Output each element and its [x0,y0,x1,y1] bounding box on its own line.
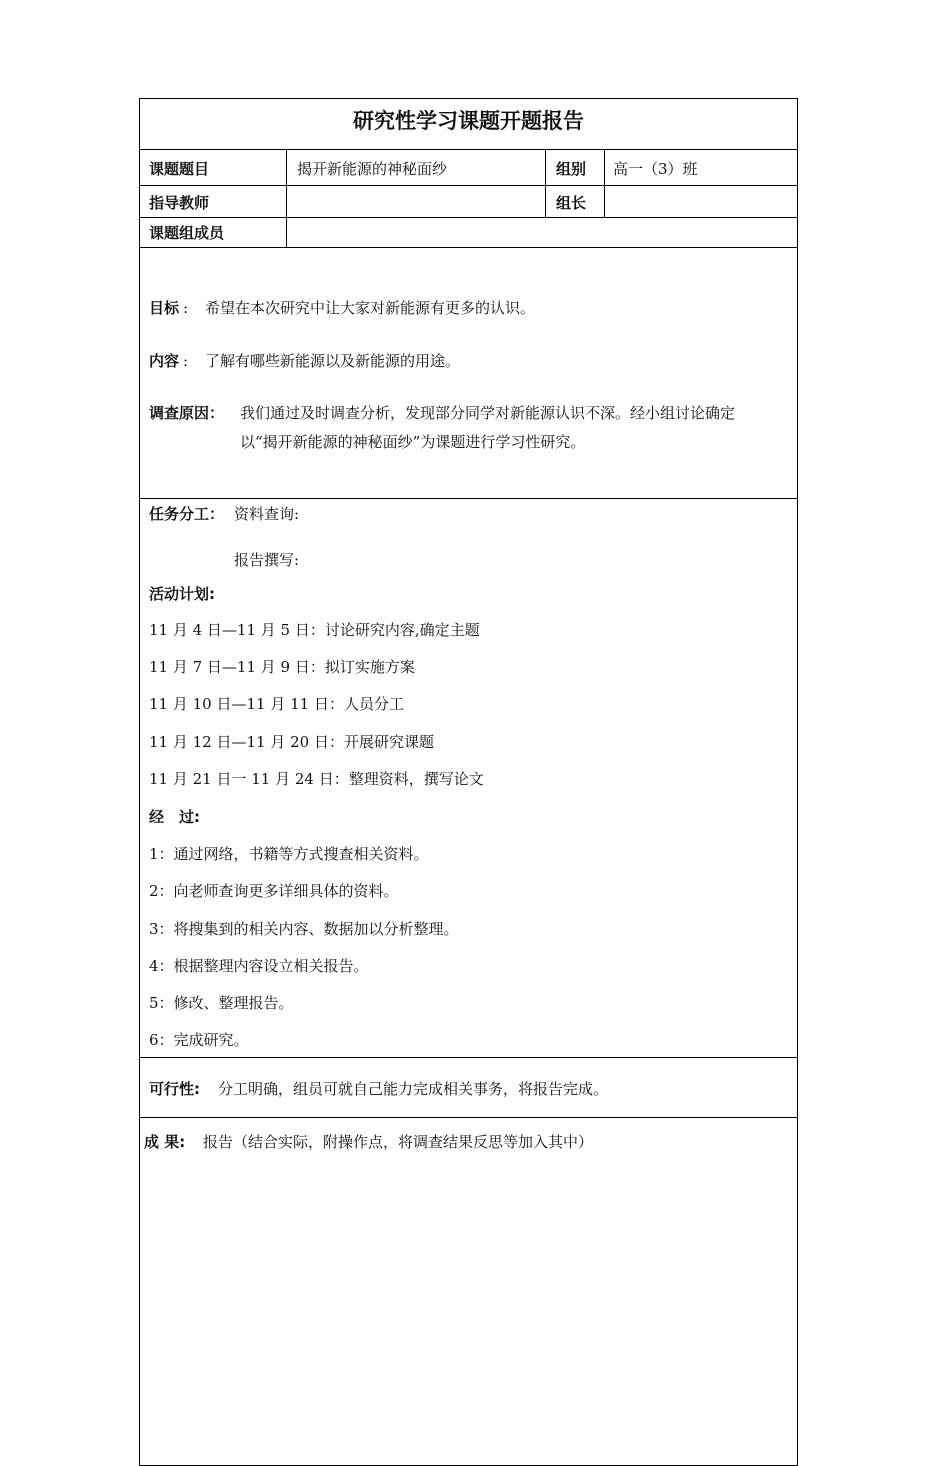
reason-line-2: 以“揭开新能源的神秘面纱”为课题进行学习性研究。 [240,433,586,451]
goal-text: 希望在本次研究中让大家对新能源有更多的认识。 [205,299,536,317]
goal-label: 目标 [149,299,180,317]
feasibility-label: 可行性: [149,1080,200,1098]
members-label: 课题组成员 [149,224,225,242]
tasks-search: 资料查询: [234,505,300,523]
title-divider [139,149,798,150]
tasks-writing: 报告撰写: [234,551,300,569]
plan-item: 11 月 7 日—11 月 9 日：拟订实施方案 [149,658,415,676]
plan-item: 11 月 4 日—11 月 5 日：讨论研究内容,确定主题 [149,621,480,639]
tasks-label: 任务分工： [149,505,225,523]
row-divider-1 [139,185,798,186]
plan-item: 11 月 10 日—11 月 11 日：人员分工 [149,695,404,713]
form-title: 研究性学习课题开题报告 [353,109,584,133]
reason-line-1: 我们通过及时调查分析，发现部分同学对新能源认识不深。经小组讨论确定 [240,404,736,422]
process-item: 1：通过网络，书籍等方式搜查相关资料。 [149,845,429,863]
row-divider-3 [139,247,798,248]
row-divider-2 [139,217,798,218]
group-label: 组别 [556,160,587,178]
section-divider-intro [139,498,798,499]
column-divider-3 [604,149,605,217]
process-label: 经 过: [149,808,200,826]
result-label: 成 果: [144,1133,186,1151]
report-form [139,98,798,1466]
teacher-label: 指导教师 [149,194,210,212]
process-item: 4：根据整理内容设立相关报告。 [149,957,369,975]
content-label: 内容 [149,352,180,370]
plan-label: 活动计划: [149,585,215,603]
content-colon: : [183,352,189,370]
group-value: 高一（3）班 [613,160,698,178]
plan-item: 11 月 12 日—11 月 20 日：开展研究课题 [149,733,434,751]
result-text: 报告（结合实际，附操作点，将调查结果反思等加入其中） [203,1133,594,1151]
section-divider-plan [139,1057,798,1058]
column-divider-1 [286,149,287,247]
leader-label: 组长 [556,194,587,212]
process-item: 5：修改、整理报告。 [149,994,294,1012]
feasibility-text: 分工明确，组员可就自己能力完成相关事务，将报告完成。 [218,1080,609,1098]
process-item: 2：向老师查询更多详细具体的资料。 [149,882,399,900]
topic-value: 揭开新能源的神秘面纱 [297,160,448,178]
reason-label: 调查原因： [149,404,225,422]
process-item: 6：完成研究。 [149,1031,249,1049]
column-divider-2 [545,149,546,217]
topic-label: 课题题目 [149,160,210,178]
content-text: 了解有哪些新能源以及新能源的用途。 [205,352,461,370]
section-divider-feasibility [139,1117,798,1118]
goal-colon: : [183,299,189,317]
plan-item: 11 月 21 日一 11 月 24 日：整理资料，撰写论文 [149,770,484,788]
process-item: 3：将搜集到的相关内容、数据加以分析整理。 [149,920,459,938]
